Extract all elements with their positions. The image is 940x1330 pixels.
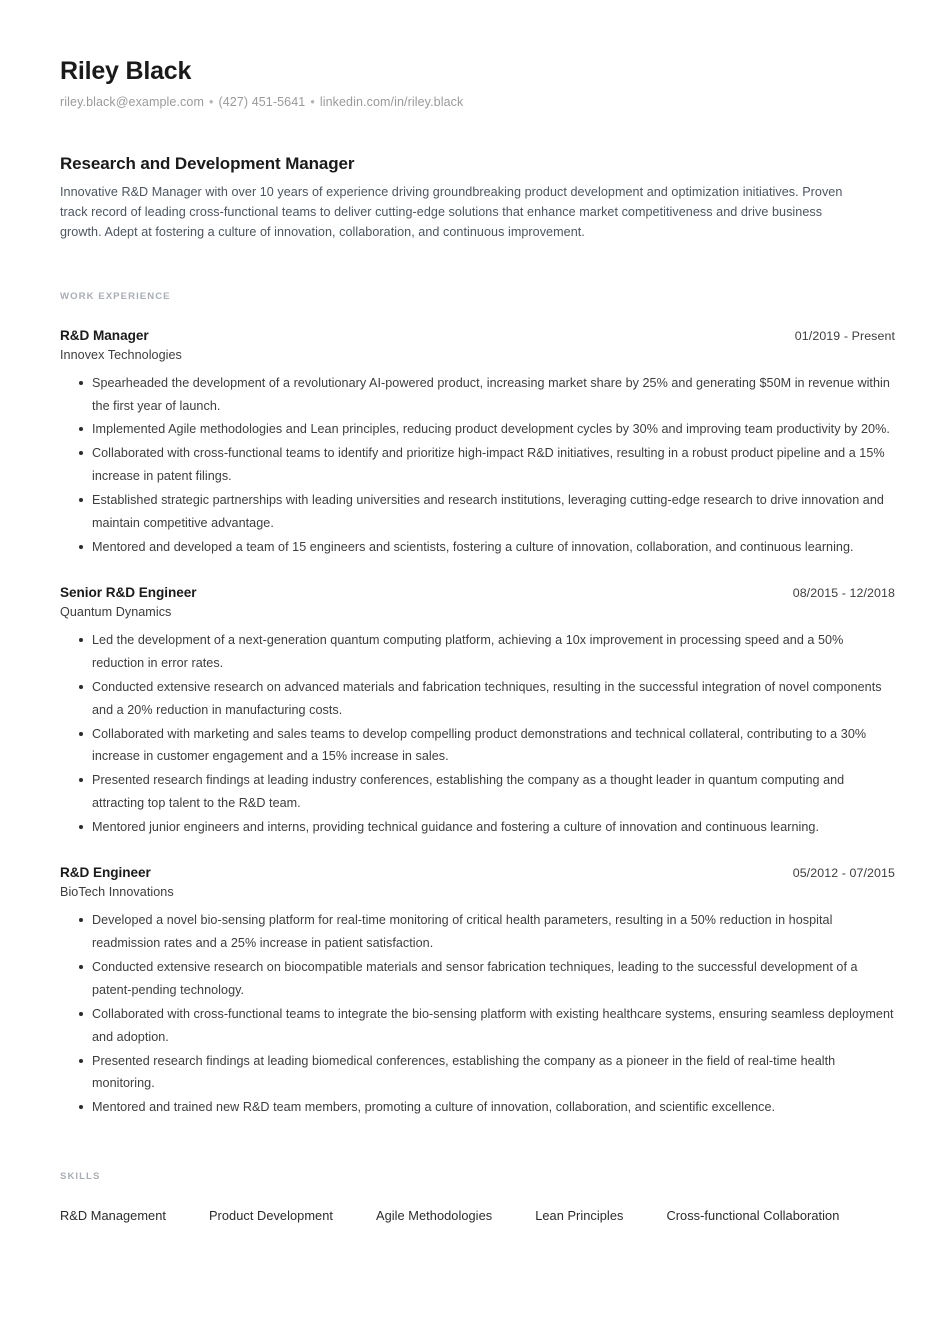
contact-linkedin: linkedin.com/in/riley.black [319,94,464,109]
skills-section [60,1171,895,1223]
resume-header [60,58,895,111]
bullet-item [60,1003,895,1049]
job-dates: 08/2015 - 12/2018 [792,585,895,600]
bullet-dot-icon [79,451,83,455]
bullet-text: Led the development of a next-generation quantum computing platform, achieving a 10x improvement in processing speed and a 50% reduction in error rates. [92,632,844,670]
bullet-text: Conducted extensive research on advanced materials and fabrication techniques, resulting in the successful integration of novel components and a 20% reduction in manufacturing costs. [92,679,882,717]
bullet-item [60,442,895,488]
bullet-dot-icon [79,732,83,736]
skill-item: Product Development [208,1208,333,1224]
bullet-text: Collaborated with cross-functional teams to identify and prioritize high-impact R&D initiatives, resulting in a robust product pipeline and a 15% increase in patent filings. [92,446,885,484]
skills-list [60,1208,895,1223]
bullet-text: Established strategic partnerships with leading universities and research institutions, leveraging cutting-edge research to drive innovation and maintain competitive advantage. [92,493,884,531]
contact-line [60,94,895,112]
bullet-item [60,489,895,535]
bullet-text: Mentored and developed a team of 15 engineers and scientists, fostering a culture of innovation, collaboration, and continuous learning. [92,540,854,555]
job-bullets [60,909,895,1119]
bullet-item [60,909,895,955]
job-company: BioTech Innovations [60,885,174,900]
job-entry [60,585,895,839]
job-header [60,585,895,600]
bullet-item [60,769,895,815]
bullet-item [60,676,895,722]
bullet-dot-icon [79,381,83,385]
job-title: R&D Manager [60,327,149,343]
contact-phone: (427) 451-5641 [218,94,306,109]
section-label-skills: SKILLS [60,1171,101,1183]
bullet-item [60,418,895,441]
bullet-item [60,956,895,1002]
skill-item: Cross-functional Collaboration [666,1208,840,1224]
bullet-dot-icon [79,1012,83,1016]
bullet-item [60,723,895,769]
bullet-dot-icon [79,778,83,782]
bullet-text: Mentored and trained new R&D team members, promoting a culture of innovation, collaboration, and scientific excellence. [92,1100,776,1115]
job-company: Innovex Technologies [60,347,182,362]
bullet-dot-icon [79,965,83,969]
bullet-item [60,536,895,559]
contact-email: riley.black@example.com [60,94,204,109]
bullet-dot-icon [79,498,83,502]
skill-item: Lean Principles [535,1208,624,1224]
bullet-dot-icon [79,545,83,549]
bullet-text: Developed a novel bio-sensing platform for real-time monitoring of critical health parameters, resulting in a 50% reduction in hospital readmission rates and a 25% increase in patient satisfaction. [92,913,833,950]
job-dates: 05/2012 - 07/2015 [792,866,895,881]
job-title: R&D Engineer [60,865,151,881]
job-title: Senior R&D Engineer [60,584,197,600]
job-entry [60,328,895,559]
section-label-work-experience: WORK EXPERIENCE [60,290,171,302]
job-dates: 01/2019 - Present [794,328,895,343]
bullet-item [60,629,895,675]
bullet-dot-icon [79,685,83,689]
bullet-text: Implemented Agile methodologies and Lean principles, reducing product development cycles by 30% and improving team productivity by 20%. [92,422,890,437]
job-bullets [60,629,895,839]
bullet-text: Spearheaded the development of a revolutionary AI-powered product, increasing market share by 25% and generating $50M in revenue within the first year of launch. [92,375,890,413]
bullet-text: Presented research findings at leading industry conferences, establishing the company as a thought leader in quantum computing and attracting top talent to the R&D team. [92,773,845,811]
job-company: Quantum Dynamics [60,604,172,619]
bullet-dot-icon [79,638,83,642]
candidate-name: Riley Black [60,57,192,85]
bullet-dot-icon [79,825,83,829]
job-entry [60,865,895,1119]
skill-item: Agile Methodologies [375,1208,493,1224]
bullet-text: Presented research findings at leading biomedical conferences, establishing the company as a pioneer in the field of real-time health monitoring. [92,1053,836,1091]
job-header [60,865,895,880]
job-header [60,328,895,343]
bullet-item [60,1050,895,1096]
contact-separator-2: • [310,94,315,109]
job-bullets [60,372,895,559]
bullet-text: Mentored junior engineers and interns, providing technical guidance and fostering a culture of innovation and continuous learning. [92,820,820,835]
professional-summary: Innovative R&D Manager with over 10 years of experience driving groundbreaking product development and optimization initiatives. Proven track record of leading cross-functional teams to deliver cutting-edge solutions that enhance market competitiveness and drive business growth. Adept at fostering a culture of innovation, collaboration, and continuous improvement. [60,185,843,239]
bullet-dot-icon [79,1105,83,1109]
bullet-item [60,1096,895,1119]
bullet-item [60,372,895,418]
contact-separator-1: • [208,94,214,109]
bullet-dot-icon [79,427,83,431]
bullet-text: Collaborated with cross-functional teams to integrate the bio-sensing platform with existing healthcare systems, ensuring seamless deployment and adoption. [92,1006,894,1044]
professional-headline: Research and Development Manager [60,154,355,173]
bullet-text: Collaborated with marketing and sales teams to develop compelling product demonstrations and technical collateral, contributing to a 30% increase in customer engagement and a 15% increase in sales. [92,726,867,764]
bullet-dot-icon [79,1059,83,1063]
bullet-text: Conducted extensive research on biocompatible materials and sensor fabrication techniques, leading to the successful development of a patent-pending technology. [92,959,858,997]
bullet-dot-icon [79,918,83,922]
bullet-item [60,816,895,839]
skill-item: R&D Management [60,1208,166,1224]
